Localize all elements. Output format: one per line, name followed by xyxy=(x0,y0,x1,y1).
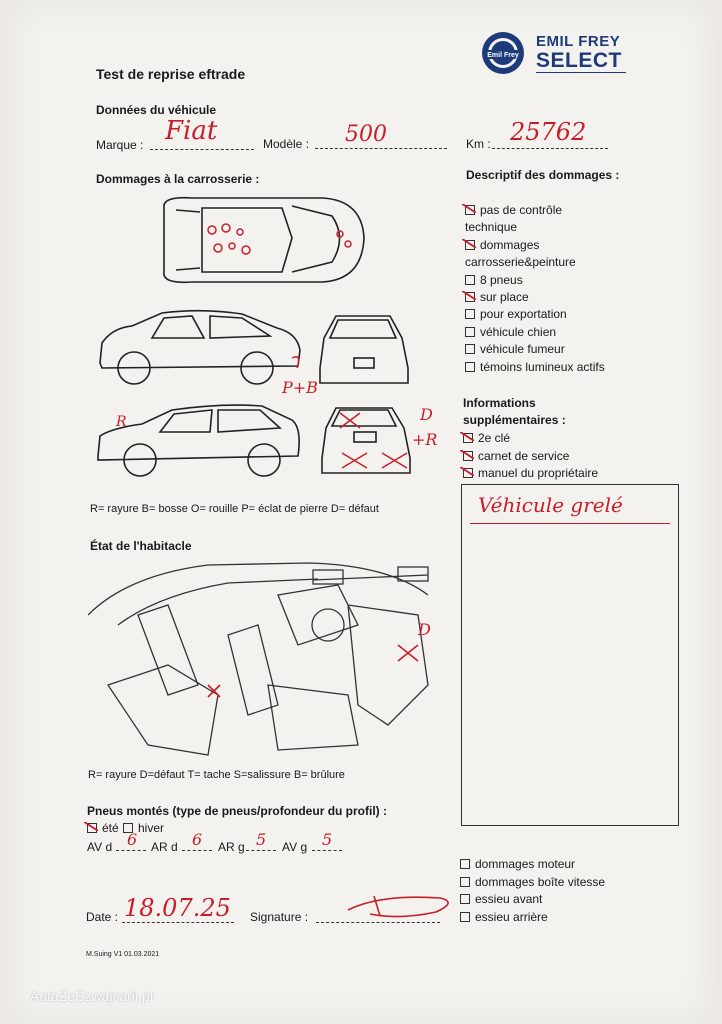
car-rear-view xyxy=(322,408,410,473)
annotation-pb: P+B xyxy=(282,378,318,397)
car-diagrams xyxy=(92,188,414,488)
ar-g-label: AR g xyxy=(218,840,245,854)
extra-checkbox[interactable] xyxy=(460,877,470,887)
ete-label: été xyxy=(102,821,119,835)
date-value: 18.07.25 xyxy=(124,894,231,922)
signature-scribble xyxy=(340,888,460,922)
damage-desc-checkbox[interactable] xyxy=(465,327,475,337)
info-checkbox[interactable] xyxy=(463,451,473,461)
info-label: manuel du propriétaire xyxy=(478,466,599,480)
damage-desc-checkbox[interactable] xyxy=(465,362,475,372)
damage-desc-label: pour exportation xyxy=(480,307,567,322)
extra-checkbox[interactable] xyxy=(460,894,470,904)
notes-underline xyxy=(470,523,670,524)
interior-annotation-d: D xyxy=(418,620,431,639)
info-label-2: supplémentaires : xyxy=(463,413,566,427)
damage-desc-label: carrosserie&peinture xyxy=(465,255,576,270)
damage-desc-label: témoins lumineux actifs xyxy=(480,359,605,374)
date-label: Date : xyxy=(86,910,119,924)
extra-label: essieu avant xyxy=(475,892,543,907)
info-item[interactable] xyxy=(463,449,569,463)
car-top-view xyxy=(164,198,364,283)
notes-text: Véhicule grelé xyxy=(478,493,623,517)
damage-desc-label: véhicule fumeur xyxy=(480,342,565,357)
extra-item[interactable] xyxy=(460,875,605,889)
interior-label: État de l'habitacle xyxy=(90,539,192,553)
marque-label: Marque : xyxy=(96,138,144,152)
logo-gear-icon xyxy=(480,30,526,76)
extra-label: dommages boîte vitesse xyxy=(475,874,606,889)
av-g-label: AV g xyxy=(282,840,308,854)
extra-checkbox[interactable] xyxy=(460,912,470,922)
ete-checkbox[interactable] xyxy=(87,823,97,833)
damage-desc-label: 8 pneus xyxy=(480,272,523,287)
modele-value: 500 xyxy=(345,122,387,147)
damage-desc-item[interactable] xyxy=(465,238,539,252)
damage-desc-checkbox[interactable] xyxy=(465,344,475,354)
km-label: Km : xyxy=(466,137,491,151)
extra-label: essieu arrière xyxy=(475,909,548,924)
damage-desc-label: Descriptif des dommages : xyxy=(466,168,620,182)
svg-text:Emil Frey: Emil Frey xyxy=(487,52,519,59)
damage-desc-label: pas de contrôle xyxy=(480,203,563,217)
damage-desc-label: sur place xyxy=(480,290,529,304)
annotation-r: R xyxy=(116,414,127,430)
damage-desc-checkbox[interactable] xyxy=(465,292,475,302)
damage-desc-label: dommages xyxy=(480,237,540,252)
extra-checkbox[interactable] xyxy=(460,859,470,869)
extra-label: dommages moteur xyxy=(475,857,576,871)
vehicle-section-label: Données du véhicule xyxy=(96,103,217,117)
damage-desc-item[interactable] xyxy=(465,342,565,356)
info-checkbox[interactable] xyxy=(463,433,473,443)
info-label-1: Informations xyxy=(463,396,536,410)
av-g-value: 5 xyxy=(322,830,333,849)
damage-desc-checkbox[interactable] xyxy=(465,309,475,319)
annotation-d: D xyxy=(420,405,433,424)
damage-desc-item[interactable] xyxy=(465,290,529,304)
notes-box[interactable] xyxy=(461,484,679,826)
brand-line2: SELECT xyxy=(536,49,622,72)
damage-desc-item[interactable] xyxy=(465,203,562,217)
info-label: 2e clé xyxy=(478,431,511,445)
info-label: carnet de service xyxy=(478,448,570,463)
damage-desc-item[interactable] xyxy=(465,273,523,287)
signature-label: Signature : xyxy=(250,910,309,924)
damage-desc-label: technique xyxy=(465,220,518,235)
av-d-label: AV d xyxy=(87,840,113,854)
interior-legend: R= rayure D=défaut T= tache S=salissure B= brûlure xyxy=(88,769,345,781)
km-value: 25762 xyxy=(510,118,587,146)
ar-d-label: AR d xyxy=(151,840,178,854)
ar-d-value: 6 xyxy=(192,830,203,849)
damage-desc-label: véhicule chien xyxy=(480,324,557,339)
interior-diagram xyxy=(88,555,438,760)
emil-frey-logo xyxy=(480,28,630,76)
car-front-view xyxy=(320,316,408,383)
damage-desc-checkbox[interactable] xyxy=(465,275,475,285)
interior-damage-marks xyxy=(208,645,418,697)
hiver-label: hiver xyxy=(138,821,165,835)
damage-desc-item[interactable] xyxy=(465,325,556,339)
damage-desc-item xyxy=(465,255,576,269)
info-item[interactable] xyxy=(463,466,598,480)
tires-label: Pneus montés (type de pneus/profondeur du profil) : xyxy=(87,804,388,818)
page-title: Test de reprise eftrade xyxy=(96,66,246,82)
extra-item[interactable] xyxy=(460,910,548,924)
marque-value: Fiat xyxy=(165,116,218,146)
info-item[interactable] xyxy=(463,431,510,445)
footer-version: M.Suing V1 01.03.2021 xyxy=(86,951,160,958)
watermark: AutaZeSzwajcarii.pl xyxy=(30,988,153,1004)
damage-desc-item[interactable] xyxy=(465,360,605,374)
damage-desc-checkbox[interactable] xyxy=(465,205,475,215)
damage-desc-checkbox[interactable] xyxy=(465,240,475,250)
damage-desc-item[interactable] xyxy=(465,307,567,321)
info-checkbox[interactable] xyxy=(463,468,473,478)
tire-ete-option[interactable] xyxy=(87,821,119,835)
extra-item[interactable] xyxy=(460,892,542,906)
annotation-d-r: +R xyxy=(412,430,438,449)
extra-item[interactable] xyxy=(460,857,575,871)
damage-desc-item xyxy=(465,220,517,234)
ar-g-value: 5 xyxy=(256,830,267,849)
brand-line1: EMIL FREY xyxy=(536,33,621,50)
modele-label: Modèle : xyxy=(263,137,310,151)
av-d-value: 6 xyxy=(127,830,138,849)
body-damages-label: Dommages à la carrosserie : xyxy=(96,172,260,186)
body-legend: R= rayure B= bosse O= rouille P= éclat de pierre D= défaut xyxy=(90,503,379,515)
